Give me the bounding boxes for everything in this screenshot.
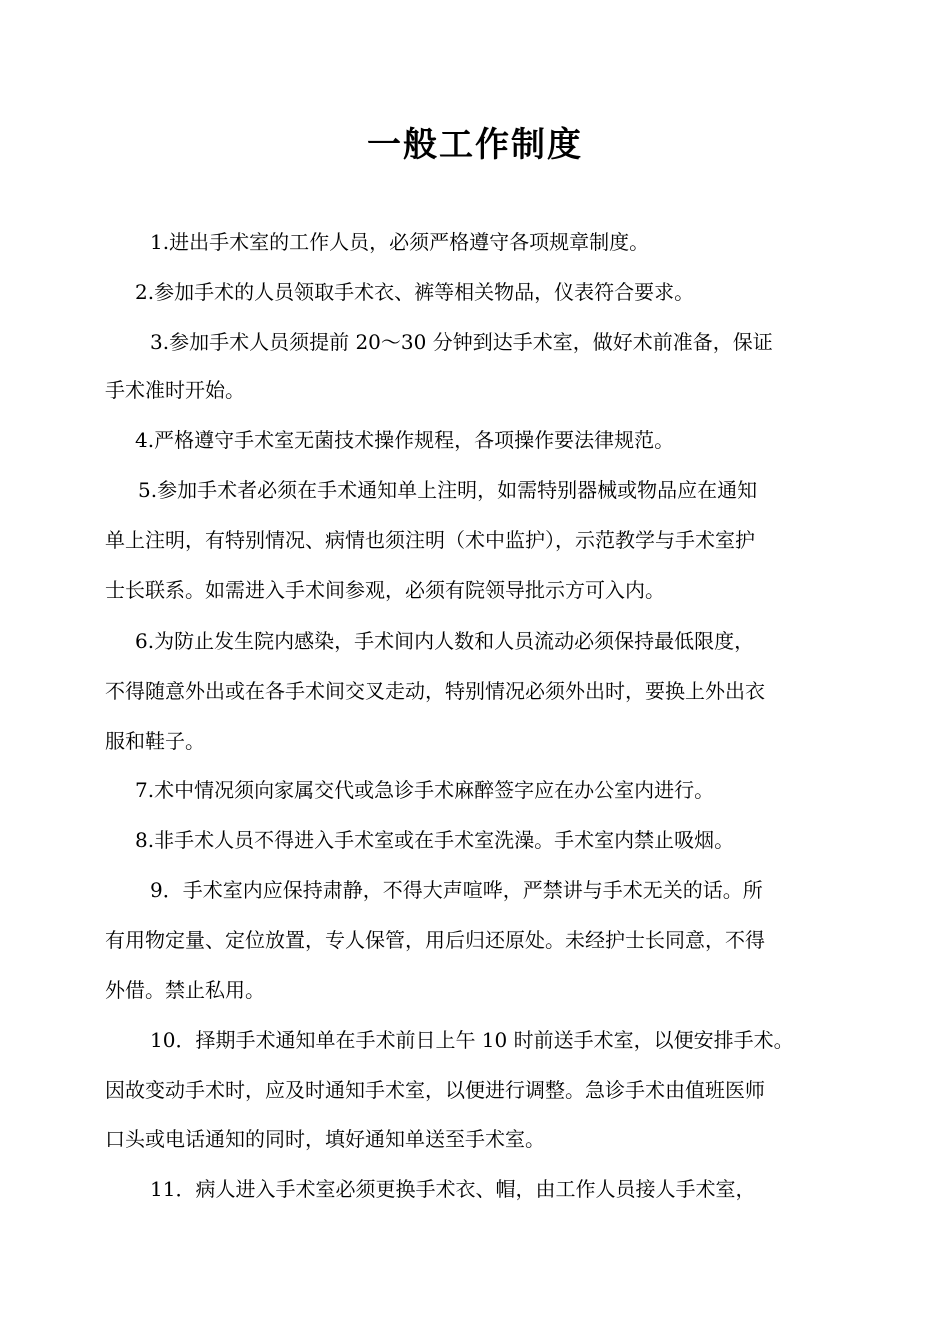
paragraph-line: 10．择期手术通知单在手术前日上午 10 时前送手术室，以便安排手术。 <box>150 1028 794 1052</box>
paragraph-line: 因故变动手术时，应及时通知手术室，以便进行调整。急诊手术由值班医师 <box>105 1078 765 1102</box>
paragraph-line: 9．手术室内应保持肃静，不得大声喧哗，严禁讲与手术无关的话。所 <box>150 878 763 902</box>
paragraph-line: 士长联系。如需进入手术间参观，必须有院领导批示方可入内。 <box>105 578 665 602</box>
paragraph-line: 7.术中情况须向家属交代或急诊手术麻醉签字应在办公室内进行。 <box>135 778 715 802</box>
paragraph-line: 5.参加手术者必须在手术通知单上注明，如需特别器械或物品应在通知 <box>138 478 758 502</box>
paragraph-line: 3.参加手术人员须提前 20～30 分钟到达手术室，做好术前准备，保证 <box>150 330 773 354</box>
paragraph-line: 服和鞋子。 <box>105 729 205 753</box>
document-title: 一般工作制度 <box>367 125 583 165</box>
paragraph-line: 11．病人进入手术室必须更换手术衣、帽，由工作人员接人手术室， <box>150 1177 756 1201</box>
paragraph-line: 2.参加手术的人员领取手术衣、裤等相关物品，仪表符合要求。 <box>135 280 695 304</box>
paragraph-line: 不得随意外出或在各手术间交叉走动，特别情况必须外出时，要换上外出衣 <box>105 679 765 703</box>
paragraph-line: 8.非手术人员不得进入手术室或在手术室洗澡。手术室内禁止吸烟。 <box>135 828 735 852</box>
paragraph-line: 单上注明，有特别情况、病情也须注明（术中监护），示范教学与手术室护 <box>105 528 755 552</box>
paragraph-line: 有用物定量、定位放置，专人保管，用后归还原处。未经护士长同意，不得 <box>105 928 765 952</box>
paragraph-line: 1.进出手术室的工作人员，必须严格遵守各项规章制度。 <box>150 230 650 254</box>
paragraph-line: 口头或电话通知的同时，填好通知单送至手术室。 <box>105 1127 545 1151</box>
paragraph-line: 外借。禁止私用。 <box>105 978 265 1002</box>
paragraph-line: 手术准时开始。 <box>105 378 245 402</box>
paragraph-line: 4.严格遵守手术室无菌技术操作规程，各项操作要法律规范。 <box>135 428 675 452</box>
paragraph-line: 6.为防止发生院内感染，手术间内人数和人员流动必须保持最低限度， <box>135 629 755 653</box>
